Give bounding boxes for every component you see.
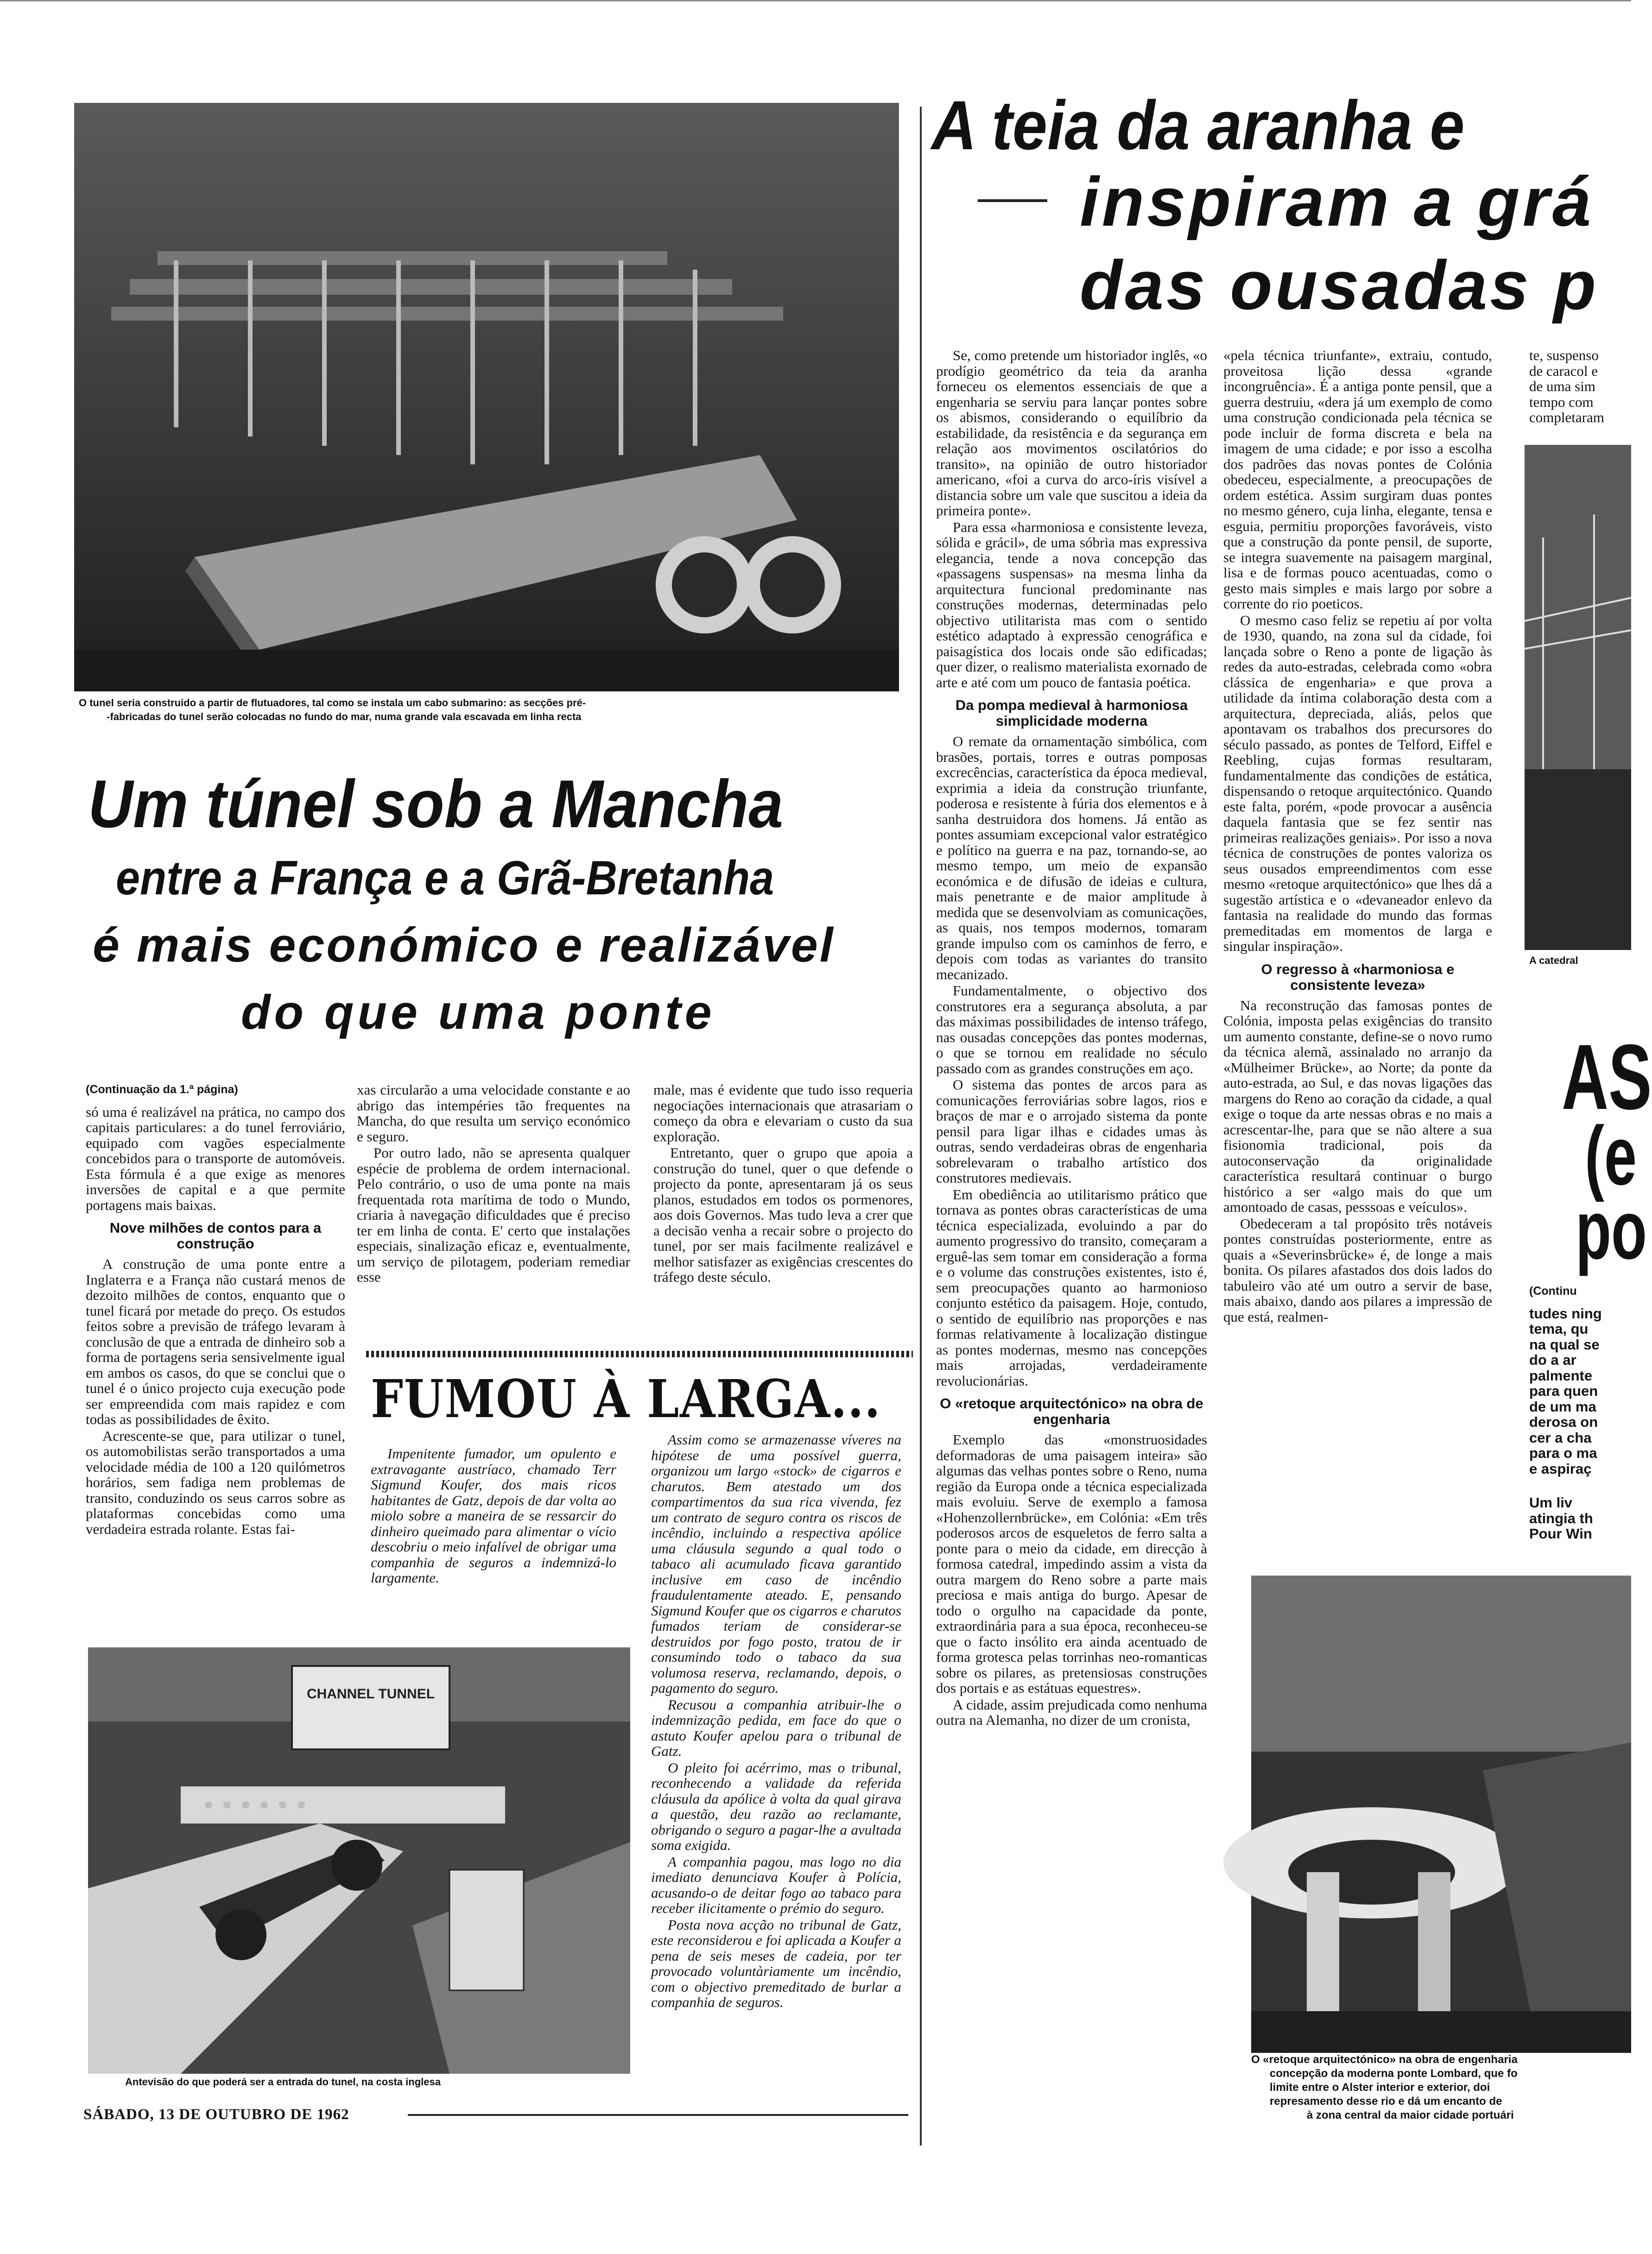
- text-line: cer a cha: [1529, 1429, 1592, 1446]
- text-line: Pour Win: [1529, 1526, 1592, 1542]
- paragraph: male, mas é evidente que tudo isso requeria negociações internacionais que atrasariam o começo da obra e elevariam o custo da sua exploração.: [653, 1082, 913, 1145]
- paragraph: Em obediência ao utilitarismo prático que tornava as pontes obras características de uma técnica especializada, evoluindo a par do aumento progressivo do transito, começaram a erguê-las sem tomar em consideração a forma e o volume das construções existentes, isto é, sem preocupações quanto ao harmonioso conjunto estético da paisagem. Hoje, contudo, o sentido de equilíbrio nas proporções e nas formas relativamente à localização distingue as pontes modernas, mesmo nas concepções mais arrojadas, verdadeiramente revolucionárias.: [936, 1186, 1207, 1389]
- fumou-column-1: [371, 1446, 616, 1631]
- text-line: completaram: [1529, 409, 1604, 425]
- headline-dash: [978, 199, 1047, 202]
- text-line: de um ma: [1529, 1398, 1596, 1415]
- text-line: para quen: [1529, 1383, 1598, 1399]
- text-line: te, suspenso: [1529, 347, 1599, 363]
- paragraph: O mesmo caso feliz se repetiu aí por volta de 1930, quando, na zona sul da cidade, foi lançada sobre o Reno a ponte de ligação às redes da auto-estradas, celebrada como «obra clássica de engenharia» e que prova a utilidade da íntima colaboração desta com a arquitectura, depreciada, aliás, pelos que apontavam os trabalhos dos precursores do século passado, as pontes de Telford, Eiffel e Reebling, cujas formas resultaram, fundamentalmente das condições de estática, dispensando o retoque arquitectónico. Quando este falta, porém, «pode provocar a ausência daquela fantasia que se fez sentir nas primeiras realizações geniais». Por isso a nova técnica de construções de pontes valoriza os seus ousados empreendimentos com esse mesmo «retoque arquitectónico» que lhes dá a sugestão artística e o «devaneador enlevo da fantasia na realidade do mundo das formas premeditadas em momentos de larga e singular inspiração».: [1223, 612, 1492, 954]
- text-line: para o ma: [1529, 1445, 1597, 1461]
- tunnel-entrance-photo: [88, 1647, 630, 2074]
- caption-line: O «retoque arquitectónico» na obra de engenharia: [1251, 2053, 1518, 2066]
- headline-main: Um túnel sob a Mancha: [88, 766, 784, 842]
- fumou-title: FUMOU À LARGA...: [371, 1369, 881, 1430]
- article-right-column-c2: [1529, 1284, 1631, 1589]
- subheading: Nove milhões de contos para a construção: [109, 1220, 322, 1252]
- photo-caption: [79, 696, 904, 724]
- text-line: de caracol e: [1529, 362, 1598, 379]
- paragraph: A construção de uma ponte entre a Inglaterra e a França não custará menos de dezoito milhões de contos, enquanto que o tunel ficará por metade do preço. Os estudos feitos sobre a previsão de tráfego levaram à conclusão de que a entrada de dinheiro sob a forma de portagens seria sensivelmente igual em ambos os casos, do que se conclui que o tunel é o único projecto cuja execução pode ser empreendida com mais rapidez e com todas as possibilidades de êxito.: [86, 1256, 345, 1427]
- photo-caption: Antevisão do que poderá ser a entrada do tunel, na costa inglesa: [125, 2076, 441, 2088]
- cathedral-photo: [1525, 445, 1631, 950]
- section-divider: [366, 1351, 913, 1357]
- article-column-1: [86, 1082, 345, 1657]
- article-column-3: [653, 1082, 913, 1369]
- second-headline-as: AS: [1562, 1026, 1652, 1129]
- tunnel-model-photo: [74, 103, 899, 691]
- text-line: tudes ning: [1529, 1305, 1602, 1322]
- paragraph: Impenitente fumador, um opulento e extravagante austríaco, chamado Terr Sigmund Koufer, dos mais ricos habitantes de Gatz, depois de dar volta ao miolo sobre a maneira de se ressarcir do dinheiro queimado para alimentar o vício descobriu o meio infalível de obrigar uma companhia de seguros a indemnizá-lo largamente.: [371, 1445, 616, 1586]
- paragraph: Fundamentalmente, o objectivo dos construtores era a segurança absoluta, a par das máximas possibilidades de intenso tráfego, nas ousadas concepções das pontes modernas, o que se tornou em realidade no século passado com as grandes construções em aço.: [936, 982, 1207, 1076]
- caption-line: O tunel seria construido a partir de flutuadores, tal como se instala um cabo submarino: as secções pré-: [79, 697, 586, 709]
- paragraph: Exemplo das «monstruosidades deformadoras de uma paisagem inteira» são algumas das velhas pontes sobre o Reno, numa região da Europa onde a técnica especializada mais evoluiu. Serve de exemplo a famosa «Hohenzollernbrücke», em Colónia: «Em três poderosos arcos de esqueletos de ferro salta a ponte para o meio da cidade, em direcção à formosa catedral, impedindo assim a vista da outra margem do Reno sobre a parte mais preciosa e mais antiga do burgo. Apesar de todo o orgulho na capacidade da ponte, extraordinária para a sua época, reconheceu-se que o facto insólito era ainda acentuado de forma grotesca pelas torrinhas neo-romanticas sobre os pilares, as pretensiosas construções dos portais e as estátuas equestres».: [936, 1431, 1207, 1696]
- headline-sub-1: entre a França e a Grã-Bretanha: [116, 851, 774, 905]
- article-right-column-c: [1529, 348, 1631, 440]
- photo-caption: A catedral: [1529, 955, 1578, 966]
- caption-line: represamento desse rio e dá um encanto de: [1270, 2095, 1502, 2108]
- headline-right-3: das ousadas p: [1080, 246, 1599, 324]
- paragraph: O pleito foi acérrimo, mas o tribunal, reconhecendo a validade da referida cláusula da apólice à volta da qual girava a questão, deu razão ao reclamante, obrigando o seguro a pagar-lhe a avultada soma exigida.: [651, 1759, 901, 1853]
- caption-line: à zona central da maior cidade portuári: [1307, 2109, 1514, 2121]
- text-line: na qual se: [1529, 1336, 1600, 1353]
- paragraph: Por outro lado, não se apresenta qualquer espécie de problema de ordem internacional. Pelo contrário, o uso de uma ponte na mais frequentada rota marítima de todo o Mundo, criaria à navegação dificuldades que é preciso ter em linha de conta. E' certo que instalações especiais, sinalização eficaz e, eventualmente, um serviço de pilotagem, poderiam remediar esse: [357, 1145, 630, 1285]
- top-border: [0, 0, 1631, 1]
- paragraph: «pela técnica triunfante», extraiu, contudo, proveitosa lição dessa «grande incongruência». É a antiga ponte pensil, que a guerra destruiu, «dera já um exemplo de como uma construção condicionada pela técnica se pode incluir de forma discreta e bela na imagem de uma cidade; e por isso a escolha dos padrões das novas pontes de Colónia obedeceu, especialmente, a preocupações de ordem estética. Assim surgiram duas pontes no mesmo género, cuja linha, elegante, tensa e esguia, permitiu proporções favoráveis, visto que a construção da ponte pensil, de suporte, se integra suavemente na paisagem marginal, lisa e de formas pouco acentuadas, como o gesto mais simples e mais largo por sobre a corrente do rio poeticos.: [1223, 347, 1492, 612]
- article-right-column-a: [936, 348, 1207, 2104]
- paragraph: só uma é realizável na prática, no campo dos capitais particulares: a do tunel ferroviário, equipado com vagões especialmente concebidos para o transporte de automóveis. Esta fórmula é a que exige as menores inversões de capital e a que permite portagens mais baixas.: [86, 1103, 345, 1213]
- caption-line: concepção da moderna ponte Lombard, que fo: [1270, 2067, 1518, 2080]
- photo-caption: [1251, 2053, 1631, 2122]
- headline-right-1: A teia da aranha e: [931, 86, 1465, 164]
- paragraph: Recusou a companhia atribuir-lhe o indemnização pedida, em face do que o astuto Koufer apelou para o tribunal de Gatz.: [651, 1696, 901, 1759]
- paragraph: Assim como se armazenasse víveres na hipótese de uma possível guerra, organizou um largo «stock» de cigarros e charutos. Bem atestado um dos compartimentos da sua rica vivenda, fez um contrato de seguro contra os riscos de incêndio, incluindo a respectiva apólice uma cláusula segundo a qual todo o tabaco ali acumulado ficava garantido inclusive em caso de incêndio fraudulentamente ateado. E, pensando Sigmund Koufer que os cigarros e charutos fumados teriam de considerar-se destruidos por fogo posto, tratou de ir consumindo todo o tabaco da sua volumosa reserva, reclamando, depois, o pagamento do seguro.: [651, 1431, 901, 1696]
- continuation-note: (Continu: [1529, 1285, 1577, 1298]
- subheading: Da pompa medieval à harmoniosa simplicidade moderna: [955, 697, 1188, 729]
- paragraph: Entretanto, quer o grupo que apoia a construção do tunel, quer o que defende o projecto da ponte, apresentaram já os seus planos, estudados em todos os pormenores, aos dois Governos. Mas tudo leva a crer que a decisão venha a recair sobre o projecto do tunel, por ser mais facilmente realizável e melhor satisfazer as exigências crescentes do tráfego deste século.: [653, 1145, 913, 1285]
- headline-right-2: inspiram a grá: [1080, 163, 1594, 241]
- text-line: tempo com: [1529, 393, 1594, 410]
- caption-line: -fabricadas do tunel serão colocadas no fundo do mar, numa grande vala escavada em linha recta: [107, 711, 582, 722]
- paragraph: Para essa «harmoniosa e consistente leveza, sólida e grácil», de uma sóbria mas expressiva elegancia, tende a nova concepção das «passagens suspensas» na mesma linha da arquitectura funcional predominante nas construções modernas, determinadas pelo objectivo utilitarista mas com o sentido estético adaptado à expressão cenográfica e paisagística dos locais onde são edificadas; quer dizer, o realismo materialista exornado de arte e até com um pouco de fantasia poética.: [936, 519, 1207, 690]
- footer-date: SÁBADO, 13 DE OUTUBRO DE 1962: [83, 2106, 349, 2123]
- paragraph: O remate da ornamentação simbólica, com brasões, portais, torres e outras pomposas excrecências, característica da época medieval, exprimia a ideia da construção triunfante, poderosa e resistente à fúria dos elementos e à sanha destruidora dos homens. Já então as pontes assumiam excepcional valor estratégico e político na guerra e na paz, tornando-se, ao mesmo tempo, um meio de expansão económica e de difusão de ideias e cultura, mais penetrante e de maior amplitude à medida que se desenvolviam as comunicações, as quais, nos tempos modernos, tomaram grande impulso com os caminhos de ferro, e depois com todas as variantes do transito mecanizado.: [936, 733, 1207, 982]
- subheading: O regresso à «harmoniosa e consistente leveza»: [1261, 961, 1455, 993]
- text-line: tema, qu: [1529, 1321, 1589, 1337]
- paragraph: xas circularão a uma velocidade constante e ao abrigo das intempéries tão frequentes na Mancha, do que resulta um serviço económico e seguro.: [357, 1082, 630, 1145]
- text-line: palmente: [1529, 1367, 1593, 1384]
- paragraph: A companhia pagou, mas logo no dia imediato denunciava Koufer à Polícia, acusando-o de deitar fogo ao tabaco para receber ilicitamente o prémio do seguro.: [651, 1853, 901, 1916]
- page-divider: [920, 107, 922, 2146]
- text-line: e aspiraç: [1529, 1460, 1592, 1477]
- text-line: atingia th: [1529, 1510, 1593, 1526]
- second-headline-e: (e: [1585, 1109, 1637, 1203]
- paragraph: Na reconstrução das famosas pontes de Colónia, imposta pelas exigências do transito um aumento constante, define-se o novo rumo da técnica alemã, assinalado no arranjo da «Mülheimer Brücke», ao Norte; da ponte da auto-estrada, ao Sul, e das novas ligações das margens do Reno ao coração da cidade, a qual exige o toque da arte nessas obras e no mais a acrescentar-lhe, para que se não altere a sua fisionomia tradicional, pois da autoconservação da originalidade característica resultará continuar o burgo histórico a ser «algo mais do que um amontoado de casas, pesssoas e veículos».: [1223, 997, 1492, 1215]
- paragraph: Posta nova acção no tribunal de Gatz, este reconsiderou e foi aplicada a Koufer a pena de seis meses de cadeia, por ter provocado voluntàriamente um incêndio, com o objectivo premeditado de burlar a companhia de seguros.: [651, 1916, 901, 2010]
- second-headline-po: po: [1576, 1184, 1647, 1277]
- text-line: de uma sim: [1529, 378, 1595, 394]
- fumou-column-2: [651, 1432, 901, 2081]
- paragraph: Obedeceram a tal propósito três notáveis pontes construídas posteriormente, entre as quais a «Severinsbrücke» é, de longe a mais bonita. Os pilares afastados dos dois lados do tabuleiro vão até um outro a servir de base, mais abaixo, dando aos pilares a impressão de que está, realmen-: [1223, 1215, 1492, 1325]
- text-line: Um liv: [1529, 1494, 1573, 1511]
- paragraph: Se, como pretende um historiador inglês, «o prodígio geométrico da teia da aranha forneceu os elementos essenciais de que a engenharia se serviu para lançar pontes sobre os abismos, considerando o equilíbrio da estabilidade, da resistência e da segurança em relação aos movimentos oscilatórios do transito», na opinião de outro historiador americano, «foi a curva do arco-íris visível a distancia sobre um vale que suscitou a ideia da primeira ponte».: [936, 347, 1207, 519]
- lombard-bridge-photo: [1251, 1576, 1631, 2053]
- footer-rule: [408, 2114, 908, 2116]
- paragraph: Acrescente-se que, para utilizar o tunel, os automobilistas serão transportados a uma velocidade média de 100 a 120 quilómetros horários, sem fadiga nem problemas de transito, conduzindo os seus carros sobre as plataformas concebidas como uma verdadeira estrada rolante. Estas fai-: [86, 1427, 345, 1537]
- text-line: do a ar: [1529, 1352, 1576, 1368]
- continuation-note: (Continuação da 1.ª página): [86, 1083, 238, 1096]
- text-line: derosa on: [1529, 1414, 1598, 1430]
- paragraph: O sistema das pontes de arcos para as comunicações ferroviárias sobre lagos, rios e braços de mar e o arrojado sistema da ponte pensil para ligar ilhas e cidades umas às outras, sendo verdadeiras obras de engenharia sobrelevaram o trabalho artístico dos construtores medievais.: [936, 1076, 1207, 1186]
- sign-text: CHANNEL TUNNEL: [306, 1686, 435, 1702]
- caption-line: limite entre o Alster interior e exterior, doi: [1270, 2081, 1490, 2094]
- article-column-2: [357, 1082, 630, 1369]
- headline-sub-2: é mais económico e realizável: [93, 918, 835, 972]
- article-right-column-b: [1223, 348, 1492, 1576]
- headline-sub-3: do que uma ponte: [241, 986, 715, 1039]
- paragraph: A cidade, assim prejudicada como nenhuma outra na Alemanha, no dizer de um cronista,: [936, 1696, 1207, 1728]
- subheading: O «retoque arquitectónico» na obra de engenharia: [940, 1395, 1203, 1427]
